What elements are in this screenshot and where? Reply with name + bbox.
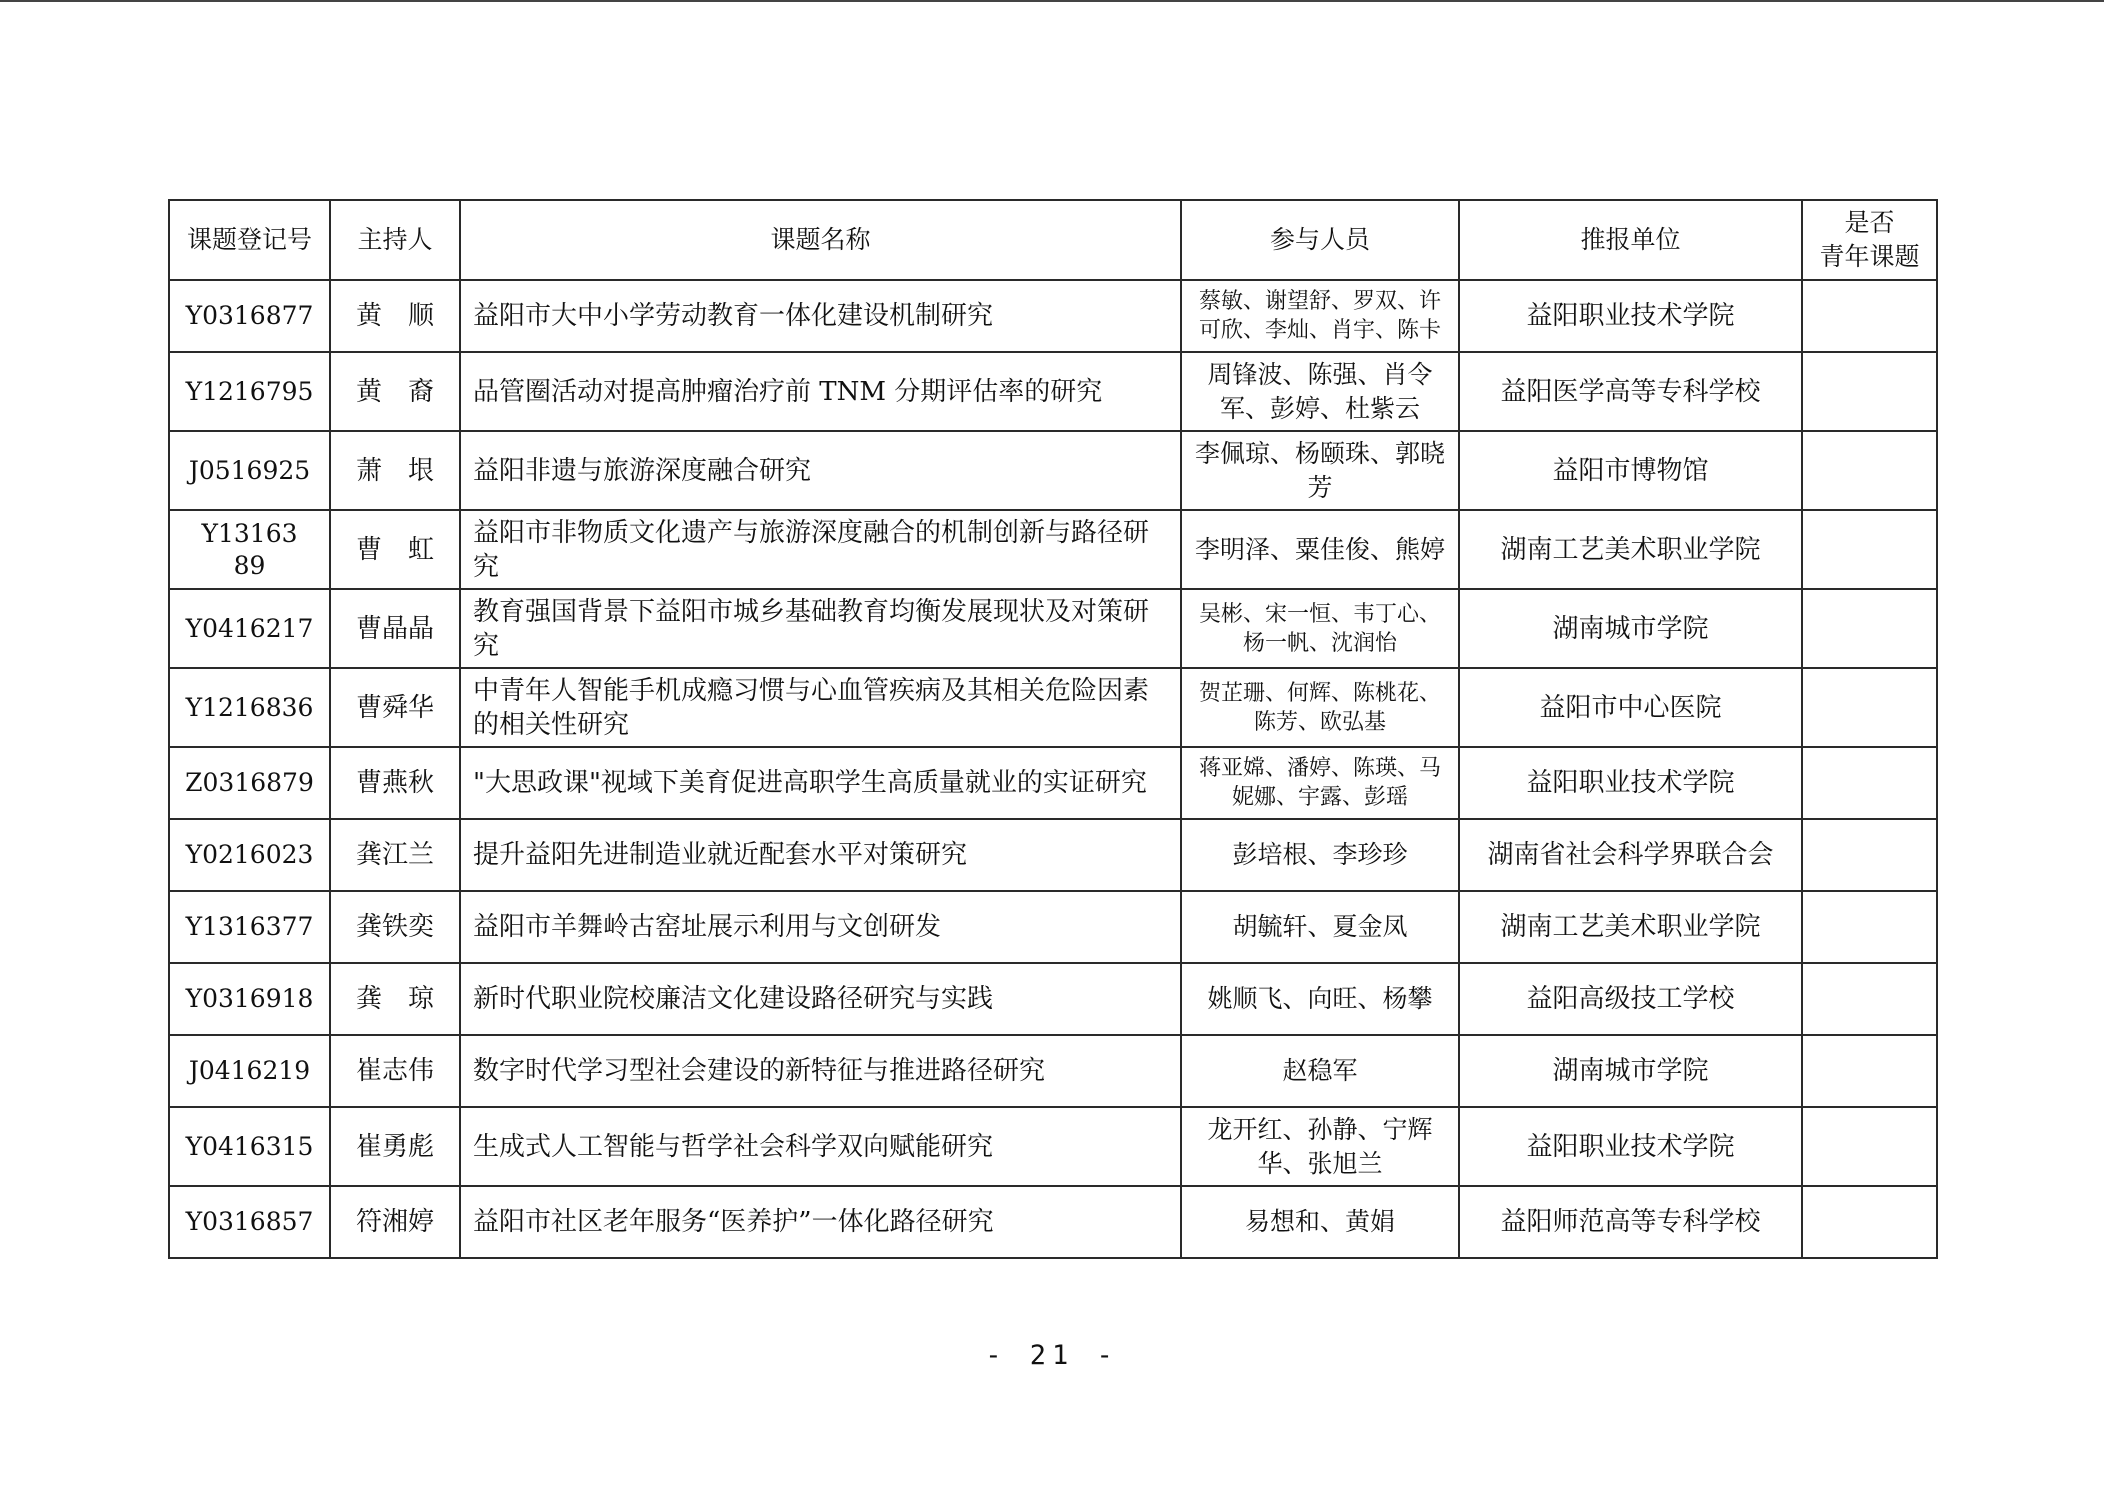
table-row xyxy=(169,1186,1937,1258)
row-unit: 湖南省社会科学界联合会 xyxy=(1459,819,1802,891)
row-host: 龚 琼 xyxy=(330,963,460,1035)
row-host: 萧 垠 xyxy=(330,431,460,510)
row-unit: 湖南工艺美术职业学院 xyxy=(1459,510,1802,589)
row-host: 黄 裔 xyxy=(330,352,460,431)
table-row xyxy=(169,819,1937,891)
row-youth xyxy=(1802,668,1937,747)
row-title: 益阳非遗与旅游深度融合研究 xyxy=(460,431,1181,510)
row-unit: 益阳市博物馆 xyxy=(1459,431,1802,510)
row-title: 益阳市社区老年服务“医养护”一体化路径研究 xyxy=(460,1186,1181,1258)
table-row xyxy=(169,668,1937,747)
row-host: 符湘婷 xyxy=(330,1186,460,1258)
table-row xyxy=(169,510,1937,589)
table-row xyxy=(169,963,1937,1035)
row-code: Y1216836 xyxy=(169,668,330,747)
header-members: 参与人员 xyxy=(1181,200,1459,280)
row-host: 曹舜华 xyxy=(330,668,460,747)
project-table xyxy=(168,199,1938,1259)
header-host: 主持人 xyxy=(330,200,460,280)
row-unit: 益阳市中心医院 xyxy=(1459,668,1802,747)
row-code: Y0316918 xyxy=(169,963,330,1035)
row-youth xyxy=(1802,510,1937,589)
row-host: 曹燕秋 xyxy=(330,747,460,819)
table-row xyxy=(169,1035,1937,1107)
header-youth xyxy=(1802,200,1937,280)
row-members: 易想和、黄娟 xyxy=(1181,1186,1459,1258)
row-members: 赵稳军 xyxy=(1181,1035,1459,1107)
table-row xyxy=(169,589,1937,668)
row-youth xyxy=(1802,1186,1937,1258)
row-code: Y0416315 xyxy=(169,1107,330,1186)
row-host: 黄 顺 xyxy=(330,280,460,352)
row-title: 生成式人工智能与哲学社会科学双向赋能研究 xyxy=(460,1107,1181,1186)
row-youth xyxy=(1802,747,1937,819)
row-host: 龚江兰 xyxy=(330,819,460,891)
row-host: 龚铁奕 xyxy=(330,891,460,963)
row-host: 曹晶晶 xyxy=(330,589,460,668)
row-unit: 湖南工艺美术职业学院 xyxy=(1459,891,1802,963)
row-members: 李佩琼、杨颐珠、郭晓芳 xyxy=(1181,431,1459,510)
row-code: Y1216795 xyxy=(169,352,330,431)
row-title: 中青年人智能手机成瘾习惯与心血管疾病及其相关危险因素的相关性研究 xyxy=(460,668,1181,747)
row-title: 新时代职业院校廉洁文化建设路径研究与实践 xyxy=(460,963,1181,1035)
row-youth xyxy=(1802,280,1937,352)
row-members: 蔡敏、谢望舒、罗双、许可欣、李灿、肖宇、陈卡 xyxy=(1181,280,1459,352)
row-host: 崔志伟 xyxy=(330,1035,460,1107)
table-row xyxy=(169,280,1937,352)
table-row xyxy=(169,1107,1937,1186)
row-members: 李明泽、粟佳俊、熊婷 xyxy=(1181,510,1459,589)
row-members: 贺芷珊、何辉、陈桃花、陈芳、欧弘基 xyxy=(1181,668,1459,747)
row-code: J0416219 xyxy=(169,1035,330,1107)
row-members: 周锋波、陈强、肖令军、彭婷、杜紫云 xyxy=(1181,352,1459,431)
row-title: 数字时代学习型社会建设的新特征与推进路径研究 xyxy=(460,1035,1181,1107)
row-code: Y0316877 xyxy=(169,280,330,352)
row-title: "大思政课"视域下美育促进高职学生高质量就业的实证研究 xyxy=(460,747,1181,819)
row-title: 益阳市大中小学劳动教育一体化建设机制研究 xyxy=(460,280,1181,352)
row-unit: 益阳职业技术学院 xyxy=(1459,747,1802,819)
header-youth-line1: 是否 xyxy=(1844,208,1895,237)
table-row xyxy=(169,352,1937,431)
table-row xyxy=(169,747,1937,819)
row-host: 曹 虹 xyxy=(330,510,460,589)
row-youth xyxy=(1802,1107,1937,1186)
header-unit: 推报单位 xyxy=(1459,200,1802,280)
row-code: Y0316857 xyxy=(169,1186,330,1258)
top-border-line xyxy=(0,0,2104,2)
row-title: 提升益阳先进制造业就近配套水平对策研究 xyxy=(460,819,1181,891)
table-row xyxy=(169,431,1937,510)
row-members: 蒋亚嫦、潘婷、陈瑛、马妮娜、宇露、彭瑶 xyxy=(1181,747,1459,819)
row-host: 崔勇彪 xyxy=(330,1107,460,1186)
row-code: Y0216023 xyxy=(169,819,330,891)
row-code: J0516925 xyxy=(169,431,330,510)
row-youth xyxy=(1802,1035,1937,1107)
row-members: 胡毓轩、夏金凤 xyxy=(1181,891,1459,963)
row-youth xyxy=(1802,891,1937,963)
header-title: 课题名称 xyxy=(460,200,1181,280)
row-code: Y13163 89 xyxy=(169,510,330,589)
row-members: 吴彬、宋一恒、韦丁心、杨一帆、沈润怡 xyxy=(1181,589,1459,668)
row-unit: 湖南城市学院 xyxy=(1459,1035,1802,1107)
row-members: 龙开红、孙静、宁辉华、张旭兰 xyxy=(1181,1107,1459,1186)
row-youth xyxy=(1802,819,1937,891)
row-unit: 益阳师范高等专科学校 xyxy=(1459,1186,1802,1258)
row-code: Y0416217 xyxy=(169,589,330,668)
row-members: 姚顺飞、向旺、杨攀 xyxy=(1181,963,1459,1035)
row-unit: 益阳医学高等专科学校 xyxy=(1459,352,1802,431)
page-number: - 21 - xyxy=(985,1340,1119,1371)
row-unit: 益阳高级技工学校 xyxy=(1459,963,1802,1035)
row-youth xyxy=(1802,352,1937,431)
row-title: 品管圈活动对提高肿瘤治疗前 TNM 分期评估率的研究 xyxy=(460,352,1181,431)
table-row xyxy=(169,891,1937,963)
row-title: 教育强国背景下益阳市城乡基础教育均衡发展现状及对策研究 xyxy=(460,589,1181,668)
row-unit: 湖南城市学院 xyxy=(1459,589,1802,668)
row-code: Y1316377 xyxy=(169,891,330,963)
row-members: 彭培根、李珍珍 xyxy=(1181,819,1459,891)
row-code: Z0316879 xyxy=(169,747,330,819)
header-code: 课题登记号 xyxy=(169,200,330,280)
row-youth xyxy=(1802,431,1937,510)
row-title: 益阳市羊舞岭古窑址展示利用与文创研发 xyxy=(460,891,1181,963)
row-title: 益阳市非物质文化遗产与旅游深度融合的机制创新与路径研究 xyxy=(460,510,1181,589)
row-unit: 益阳职业技术学院 xyxy=(1459,1107,1802,1186)
row-youth xyxy=(1802,963,1937,1035)
table-header-row xyxy=(169,200,1937,280)
row-unit: 益阳职业技术学院 xyxy=(1459,280,1802,352)
header-youth-line2: 青年课题 xyxy=(1819,242,1920,271)
row-youth xyxy=(1802,589,1937,668)
